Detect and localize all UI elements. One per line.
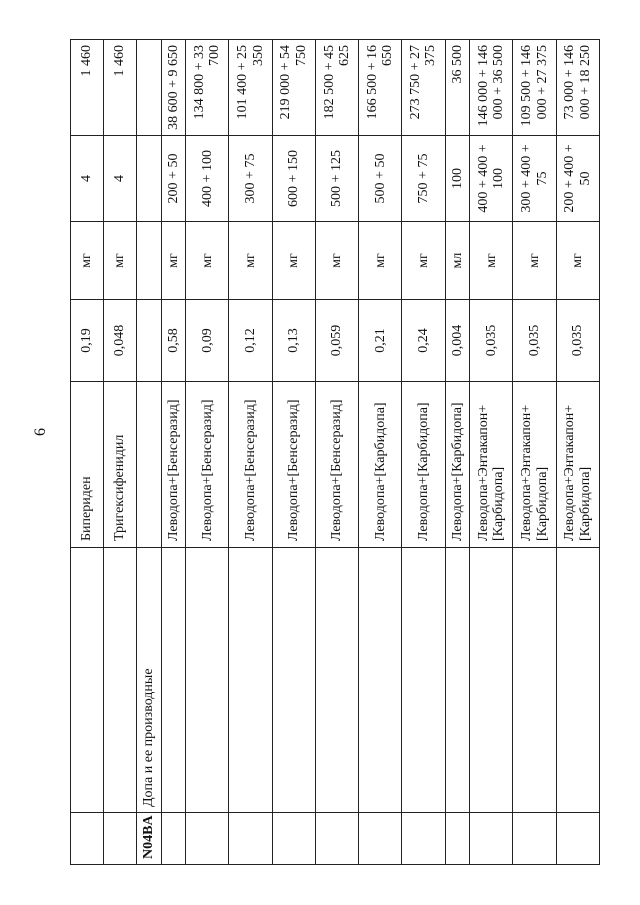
table-row: [470, 40, 513, 865]
cell-unit: [137, 222, 162, 300]
cell-drug: Леводопа+[Карбидопа]: [359, 382, 402, 548]
cell-group: [315, 548, 358, 813]
cell-drug: Леводопа+[Бенсеразид]: [161, 382, 186, 548]
cell-unit: мг: [470, 222, 513, 300]
page-number: 6: [32, 428, 49, 436]
cell-code: [229, 813, 272, 865]
cell-unit: мг: [359, 222, 402, 300]
cell-group: [445, 548, 470, 813]
cell-ddd: 0,004: [445, 300, 470, 382]
cell-dose: 73 000 + 146 000 + 18 250: [556, 40, 599, 136]
cell-num: 300 + 75: [229, 136, 272, 222]
cell-ddd: 0,059: [315, 300, 358, 382]
cell-group: [359, 548, 402, 813]
cell-dose: 101 400 + 25 350: [229, 40, 272, 136]
cell-group: [229, 548, 272, 813]
cell-dose: 36 500: [445, 40, 470, 136]
cell-group: [513, 548, 556, 813]
table-row: [315, 40, 358, 865]
cell-dose: 1 460: [104, 40, 137, 136]
cell-dose: 219 000 + 54 750: [272, 40, 315, 136]
cell-num: 500 + 50: [359, 136, 402, 222]
cell-group: [104, 548, 137, 813]
table-row: [513, 40, 556, 865]
cell-drug: Леводопа+[Карбидопа]: [402, 382, 445, 548]
cell-unit: мг: [315, 222, 358, 300]
cell-ddd: 0,12: [229, 300, 272, 382]
cell-ddd: 0,58: [161, 300, 186, 382]
table-row: [104, 40, 137, 865]
cell-group: [186, 548, 229, 813]
cell-dose: 109 500 + 146 000 + 27 375: [513, 40, 556, 136]
cell-group: [71, 548, 104, 813]
cell-code: [186, 813, 229, 865]
cell-code: [513, 813, 556, 865]
cell-ddd: 0,13: [272, 300, 315, 382]
cell-ddd: [137, 300, 162, 382]
drug-table: [70, 39, 600, 865]
cell-unit: мг: [186, 222, 229, 300]
cell-group: [272, 548, 315, 813]
cell-drug: Леводопа+[Бенсеразид]: [229, 382, 272, 548]
cell-drug: Бипериден: [71, 382, 104, 548]
cell-group: Допа и ее производные: [137, 548, 162, 813]
cell-drug: Леводопа+[Карбидопа]: [445, 382, 470, 548]
table-row: [359, 40, 402, 865]
cell-unit: мг: [272, 222, 315, 300]
cell-drug: Тригексифенидил: [104, 382, 137, 548]
cell-ddd: 0,035: [513, 300, 556, 382]
cell-ddd: 0,24: [402, 300, 445, 382]
cell-ddd: 0,048: [104, 300, 137, 382]
cell-dose: 1 460: [71, 40, 104, 136]
cell-unit: мг: [402, 222, 445, 300]
cell-code: [71, 813, 104, 865]
cell-drug: Леводопа+[Бенсеразид]: [272, 382, 315, 548]
cell-code: [104, 813, 137, 865]
table-row: [402, 40, 445, 865]
cell-drug: Леводопа+Энтакапон+[Карбидопа]: [470, 382, 513, 548]
cell-code: [272, 813, 315, 865]
cell-dose: 134 800 + 33 700: [186, 40, 229, 136]
cell-num: 600 + 150: [272, 136, 315, 222]
cell-group: [556, 548, 599, 813]
cell-unit: мг: [513, 222, 556, 300]
cell-code: [359, 813, 402, 865]
cell-num: [137, 136, 162, 222]
cell-code: [402, 813, 445, 865]
cell-num: 200 + 50: [161, 136, 186, 222]
cell-ddd: 0,035: [556, 300, 599, 382]
cell-dose: 182 500 + 45 625: [315, 40, 358, 136]
cell-unit: мл: [445, 222, 470, 300]
table-row: [186, 40, 229, 865]
cell-ddd: 0,21: [359, 300, 402, 382]
cell-code: N04BA: [137, 813, 162, 865]
rotated-table-container: [70, 40, 600, 865]
cell-unit: мг: [556, 222, 599, 300]
cell-dose: 38 600 + 9 650: [161, 40, 186, 136]
cell-code: [445, 813, 470, 865]
cell-unit: мг: [104, 222, 137, 300]
cell-group: [161, 548, 186, 813]
cell-num: 750 + 75: [402, 136, 445, 222]
table-row: [161, 40, 186, 865]
cell-drug: Леводопа+Энтакапон+[Карбидопа]: [513, 382, 556, 548]
cell-group: [470, 548, 513, 813]
cell-dose: 166 500 + 16 650: [359, 40, 402, 136]
cell-drug: Леводопа+[Бенсеразид]: [186, 382, 229, 548]
cell-code: [556, 813, 599, 865]
cell-ddd: 0,19: [71, 300, 104, 382]
cell-num: 4: [104, 136, 137, 222]
cell-dose: [137, 40, 162, 136]
cell-num: 400 + 400 + 100: [470, 136, 513, 222]
cell-num: 100: [445, 136, 470, 222]
cell-code: [315, 813, 358, 865]
cell-dose: 273 750 + 27 375: [402, 40, 445, 136]
cell-unit: мг: [229, 222, 272, 300]
cell-group: [402, 548, 445, 813]
table-row: [556, 40, 599, 865]
cell-ddd: 0,09: [186, 300, 229, 382]
cell-num: 4: [71, 136, 104, 222]
cell-code: [470, 813, 513, 865]
cell-ddd: 0,035: [470, 300, 513, 382]
table-row: [137, 40, 162, 865]
cell-unit: мг: [71, 222, 104, 300]
table-row: [272, 40, 315, 865]
cell-drug: Леводопа+[Бенсеразид]: [315, 382, 358, 548]
cell-code: [161, 813, 186, 865]
cell-num: 200 + 400 + 50: [556, 136, 599, 222]
cell-unit: мг: [161, 222, 186, 300]
cell-drug: [137, 382, 162, 548]
cell-dose: 146 000 + 146 000 + 36 500: [470, 40, 513, 136]
table-row: [445, 40, 470, 865]
cell-num: 300 + 400 + 75: [513, 136, 556, 222]
cell-drug: Леводопа+Энтакапон+[Карбидопа]: [556, 382, 599, 548]
cell-num: 400 + 100: [186, 136, 229, 222]
cell-num: 500 + 125: [315, 136, 358, 222]
table-row: [229, 40, 272, 865]
table-row: [71, 40, 104, 865]
